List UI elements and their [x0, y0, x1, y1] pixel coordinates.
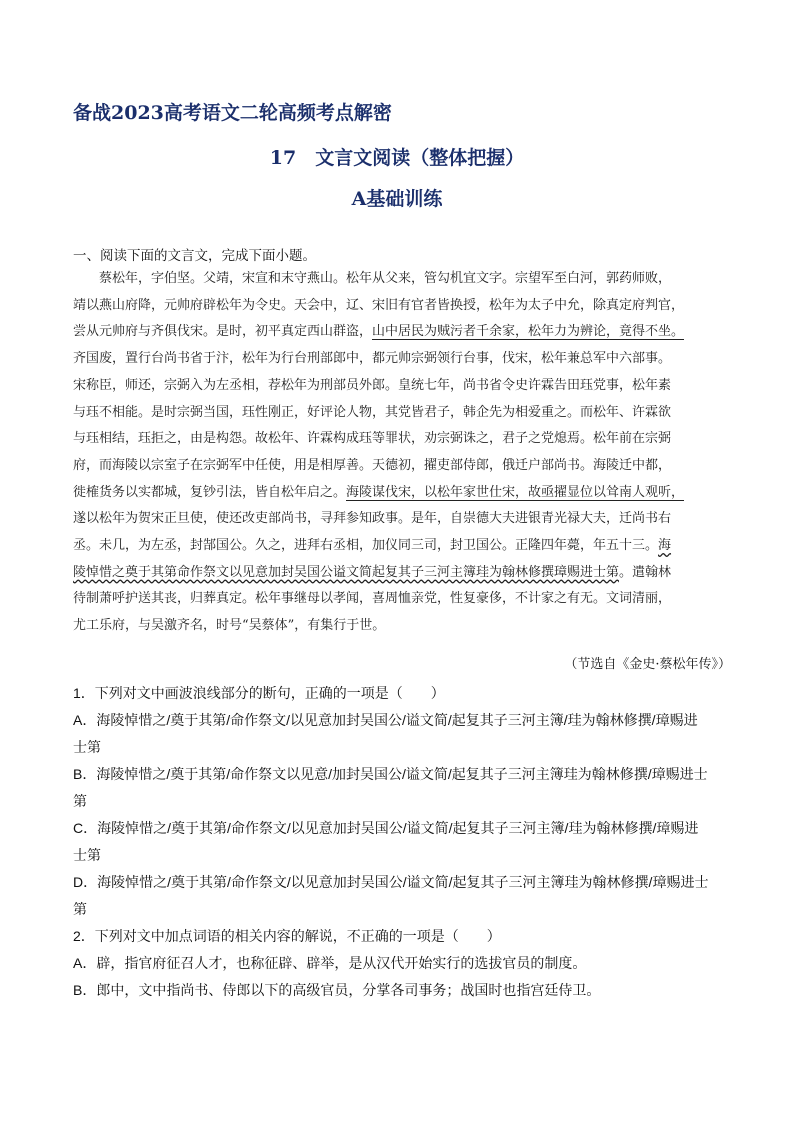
wavy-text: 海 — [658, 538, 672, 554]
option-a-cont: 士第 — [73, 739, 101, 755]
underlined-sentence: 山中居民为贼污者千余家，松年力为辨论，竟得不坐。 — [372, 324, 685, 340]
passage-line — [73, 560, 733, 587]
source-citation: （节选自《金史·蔡松年传》） — [564, 657, 731, 672]
document-title: 备战2023高考语文二轮高频考点解密 — [73, 102, 392, 124]
passage-line: 齐国废，置行台尚书省于汴，松年为行台刑部郎中，都元帅宗弼领行台事，伐宋，松年兼总军中六部事。 — [73, 351, 672, 367]
passage-text: 丞。未几，为左丞，封郜国公。久之，进拜右丞相，加仪同三司，封卫国公。正隆四年薨，年五十三。 — [73, 538, 659, 554]
passage-line: 与珏不相能。是时宗弼当国，珏性刚正，好评论人物，其党皆君子，韩企先为相爱重之。而松年、许霖欲 — [73, 404, 672, 420]
passage-line: 与珏相结，珏拒之，由是构怨。故松年、许霖构成珏等罪状，劝宗弼诛之，君子之党熄焉。松年前在宗弼 — [73, 431, 672, 447]
passage-line — [73, 319, 733, 346]
option-b-cont: 第 — [73, 793, 87, 809]
passage-line: 待制萧呼护送其丧，归葬真定。松年事继母以孝闻，喜周恤亲党，性复豪侈，不计家之有无。文词清丽， — [73, 591, 672, 607]
passage-line: 宋称臣，师还，宗弼入为左丞相，荐松年为刑部员外郎。皇统七年，尚书省令史许霖告田珏党事，松年素 — [73, 377, 672, 393]
passage-line: 蔡松年，字伯坚。父靖，宋宣和末守燕山。松年从父来，管勾机宜文字。宗望军至白河，郭药师败， — [73, 271, 672, 286]
option-a: A．海陵悼惜之/奠于其第/命作祭文/以见意加封吴国公/谥文简/起复其子三河主簿/珪为翰林修撰/璋赐进 — [73, 712, 698, 728]
passage — [73, 266, 733, 640]
chapter-title: 17 文言文阅读（整体把握） — [269, 147, 525, 169]
option-c: C．海陵悼惜之/奠于其第/命作祭文/以见意加封吴国公/谥文简/起复其子三河主簿/珪为翰林修撰/璋赐进 — [73, 820, 699, 836]
option-b: B．郎中，文中指尚书、侍郎以下的高级官员，分掌各司事务；战国时也指宫廷侍卫。 — [73, 982, 601, 998]
wavy-text: 陵悼惜之奠于其第命作祭文以见意加封吴国公谥文简起复其子三河主簿珪为翰林修撰璋赐进士第 — [73, 564, 620, 580]
question-stem: 1．下列对文中画波浪线部分的断句，正确的一项是（ ） — [73, 685, 445, 701]
option-c-cont: 士第 — [73, 847, 101, 863]
passage-text: 徙榷货务以实都城，复钞引法，皆自松年启之。 — [73, 484, 347, 500]
passage-line: 靖以燕山府降，元帅府辟松年为令史。天会中，辽、宋旧有官者皆换授，松年为太子中允，除真定府判官， — [73, 297, 685, 313]
instructions: 一、阅读下面的文言文，完成下面小题。 — [73, 248, 316, 264]
passage-line — [73, 480, 733, 507]
passage-line: 遂以松年为贺宋正旦使，使还改吏部尚书，寻拜参知政事。是年，自崇德大夫进银青光禄大夫，迁尚书右 — [73, 511, 672, 527]
section-title: A基础训练 — [351, 188, 443, 210]
underlined-sentence: 海陵谋伐宋，以松年家世仕宋，故亟擢显位以耸南人观听， — [346, 484, 685, 500]
option-a: A．辟，指官府征召人才，也称征辟、辟举，是从汉代开始实行的选拔官员的制度。 — [73, 955, 587, 971]
question-stem: 2．下列对文中加点词语的相关内容的解说，不正确的一项是（ ） — [73, 928, 501, 944]
option-d-cont: 第 — [73, 901, 87, 917]
passage-line: 尤工乐府，与吴激齐名，时号“吴蔡体”，有集行于世。 — [73, 618, 386, 634]
passage-text: 。遣翰林 — [619, 564, 672, 580]
passage-line — [73, 533, 733, 560]
question-1 — [73, 680, 733, 1004]
passage-text: 尝从元帅府与齐俱伐宋。是时，初平真定西山群盗， — [73, 324, 373, 340]
option-d: D．海陵悼惜之/奠于其第/命作祭文/以见意加封吴国公/谥文简/起复其子三河主簿珪为翰林修撰/璋赐进士 — [73, 874, 709, 890]
passage-line: 府，而海陵以宗室子在宗弼军中任使，用是相厚善。天德初，擢吏部侍郎，俄迁户部尚书。海陵迁中都， — [73, 457, 672, 473]
option-b: B．海陵悼惜之/奠于其第/命作祭文以见意/加封吴国公/谥文简/起复其子三河主簿珪为翰林修撰/璋赐进士 — [73, 766, 708, 782]
